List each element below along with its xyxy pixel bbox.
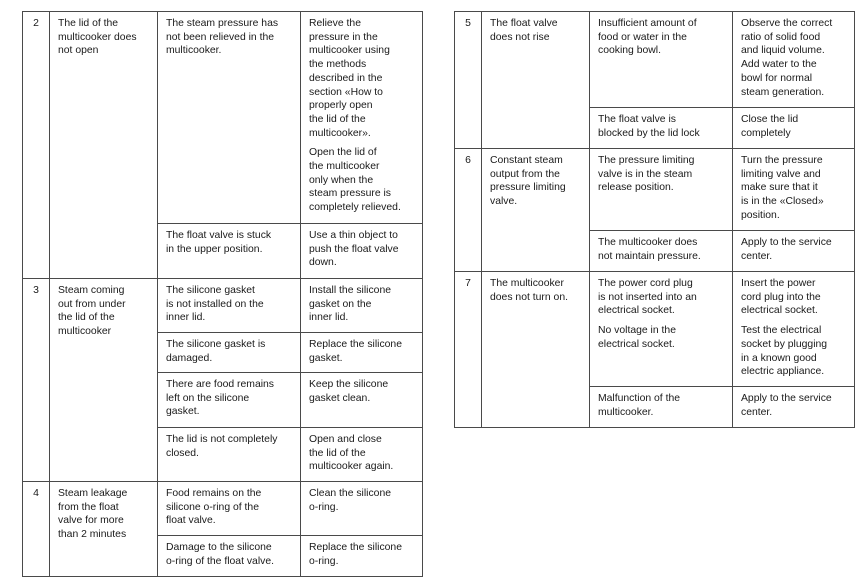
cause-cell: The multicooker does not maintain pressure. xyxy=(590,231,733,272)
remedy-cell: Close the lid completely xyxy=(733,108,855,149)
remedy-cell: Keep the silicone gasket clean. xyxy=(301,373,423,428)
cause-cell: The float valve is stuck in the upper position. xyxy=(158,224,301,279)
problem-cell: Constant steam output from the pressure limiting valve. xyxy=(482,149,590,272)
row-number-cell: 2 xyxy=(23,12,50,279)
remedy-cell: Apply to the service center. xyxy=(733,231,855,272)
table-row xyxy=(23,482,423,536)
row-number-cell: 6 xyxy=(455,149,482,272)
cause-cell: The silicone gasket is damaged. xyxy=(158,333,301,373)
problem-cell: The multicooker does not turn on. xyxy=(482,272,590,428)
cause-cell: The lid is not completely closed. xyxy=(158,428,301,482)
cause-cell: Damage to the silicone o-ring of the float valve. xyxy=(158,536,301,577)
remedy-cell: Turn the pressure limiting valve and make sure that it is in the «Closed» position. xyxy=(733,149,855,231)
remedy-cell: Use a thin object to push the float valve down. xyxy=(301,224,423,279)
row-number-cell: 4 xyxy=(23,482,50,577)
remedy-cell: Replace the silicone gasket. xyxy=(301,333,423,373)
row-number-cell: 5 xyxy=(455,12,482,149)
problem-cell: The float valve does not rise xyxy=(482,12,590,149)
cause-cell: The pressure limiting valve is in the steam release position. xyxy=(590,149,733,231)
cause-cell: The power cord plug is not inserted into an electrical socket. No voltage in the electrical socket. xyxy=(590,272,733,387)
remedy-cell: Install the silicone gasket on the inner lid. xyxy=(301,279,423,333)
table-row xyxy=(23,12,423,224)
cause-cell: There are food remains left on the silicone gasket. xyxy=(158,373,301,428)
problem-cell: The lid of the multicooker does not open xyxy=(50,12,158,279)
remedy-cell: Apply to the service center. xyxy=(733,387,855,428)
problem-cell: Steam coming out from under the lid of the multicooker xyxy=(50,279,158,482)
remedy-cell: Relieve the pressure in the multicooker using the methods described in the section «How to properly open the lid of the multicooker». Open the lid of the multicooker only when the steam pressure is completely relieved. xyxy=(301,12,423,224)
cause-cell: The silicone gasket is not installed on the inner lid. xyxy=(158,279,301,333)
table-row xyxy=(455,272,855,387)
remedy-cell: Replace the silicone o-ring. xyxy=(301,536,423,577)
cause-cell: Food remains on the silicone o-ring of the float valve. xyxy=(158,482,301,536)
problem-cell: Steam leakage from the float valve for more than 2 minutes xyxy=(50,482,158,577)
remedy-cell: Observe the correct ratio of solid food and liquid volume. Add water to the bowl for normal steam generation. xyxy=(733,12,855,108)
remedy-cell: Clean the silicone o-ring. xyxy=(301,482,423,536)
remedy-cell: Insert the power cord plug into the electrical socket. Test the electrical socket by plugging in a known good electric appliance. xyxy=(733,272,855,387)
table-row xyxy=(455,12,855,108)
cause-cell: The steam pressure has not been relieved in the multicooker. xyxy=(158,12,301,224)
remedy-cell: Open and close the lid of the multicooker again. xyxy=(301,428,423,482)
troubleshooting-table-left xyxy=(22,11,423,577)
cause-cell: The float valve is blocked by the lid lock xyxy=(590,108,733,149)
table-row xyxy=(23,279,423,333)
row-number-cell: 7 xyxy=(455,272,482,428)
row-number-cell: 3 xyxy=(23,279,50,482)
table-row xyxy=(455,149,855,231)
cause-cell: Insufficient amount of food or water in the cooking bowl. xyxy=(590,12,733,108)
troubleshooting-table-right xyxy=(454,11,855,428)
cause-cell: Malfunction of the multicooker. xyxy=(590,387,733,428)
